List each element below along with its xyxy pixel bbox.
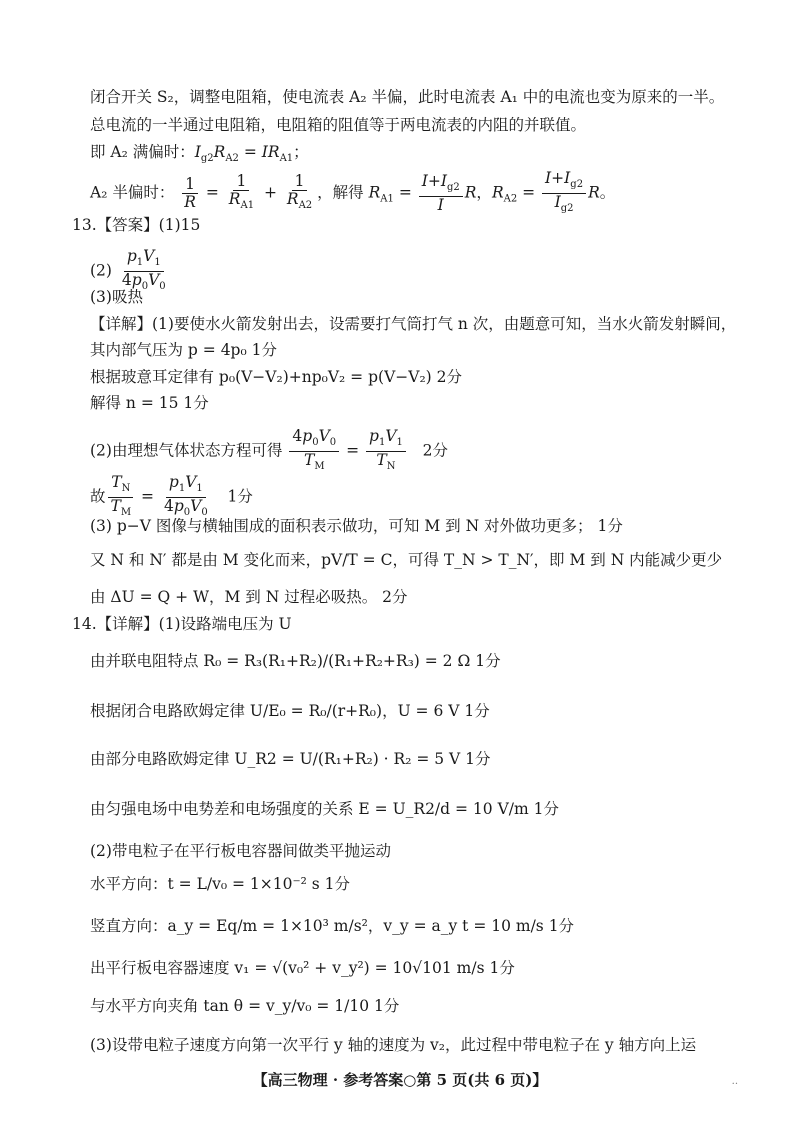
text-line: (3)设带电粒子速度方向第一次平行 y 轴的速度为 v₂，此过程中带电粒子在 y 轴方向上运 bbox=[90, 1036, 697, 1054]
text-line: 又 N 和 N′ 都是由 M 变化而来，pV/T = C，可得 T_N > T_N′，即 M 到 N 内能减少更少 bbox=[90, 551, 723, 569]
question-header: 14.【详解】(1)设路端电压为 U bbox=[72, 615, 292, 633]
text-line: 由部分电路欧姆定律 U_R2 = U/(R₁+R₂) · R₂ = 5 V 1分 bbox=[90, 750, 491, 768]
text-line: (3) p−V 图像与横轴围成的面积表示做功，可知 M 到 N 对外做功更多； 1分 bbox=[90, 517, 623, 535]
text-line: 解得 n = 15 1分 bbox=[90, 394, 209, 412]
label: 13.【答案】 bbox=[72, 216, 159, 234]
text-line: 根据玻意耳定律有 p₀(V−V₂)+np₀V₂ = p(V−V₂) 2分 bbox=[90, 368, 462, 386]
text-line: 根据闭合电路欧姆定律 U/E₀ = R₀/(r+R₀)，U = 6 V 1分 bbox=[90, 702, 490, 720]
formula-line: (2)由理想气体状态方程可得 $\frac{4p_0V_0}{T_M}$ = $\frac{p_1V_1}{T_N}$ 2分 bbox=[90, 427, 449, 473]
answer-line: (2) $\frac{p_1V_1}{4p_0V_0}$ bbox=[90, 247, 166, 293]
label: ，解得 bbox=[317, 183, 364, 202]
text-line: 总电流的一半通过电阻箱，电阻箱的阻值等于两电流表的内阻的并联值。 bbox=[90, 116, 587, 134]
answer: (1)15 bbox=[158, 216, 201, 234]
text-line: 水平方向：t = L/v₀ = 1×10⁻² s 1分 bbox=[90, 875, 351, 893]
label: (2) bbox=[90, 261, 112, 280]
page-footer: 【高三物理 · 参考答案○第 5 页(共 6 页)】 bbox=[252, 1071, 548, 1089]
text-line: 【详解】(1)要使水火箭发射出去，设需要打气筒打气 n 次，由题意可知，当水火箭发射瞬间， bbox=[90, 315, 737, 333]
points: 2分 bbox=[422, 441, 449, 460]
text-line: (2)带电粒子在平行板电容器间做类平抛运动 bbox=[90, 842, 391, 860]
question-header bbox=[72, 214, 200, 236]
text-line: 由匀强电场中电势差和电场强度的关系 E = U_R2/d = 10 V/m 1分 bbox=[90, 800, 559, 818]
text-line: 与水平方向夹角 tan θ = v_y/v₀ = 1/10 1分 bbox=[90, 997, 400, 1015]
formula-line: A₂ 半偏时： $\frac{1}{R}$ = $\frac{1}{R_{A1}}$ + $\frac{1}{R_{A2}}$ ，解得 $R_{A1}$ = $\frac{I+I_{g2}}{I}$ R，$R_{A2}$ = $\frac{I+I_{g2}}{I_{g2}}$ R。 bbox=[90, 169, 616, 215]
text-line: 由 ΔU = Q + W，M 到 N 过程必吸热。 2分 bbox=[90, 588, 408, 606]
text-line: 即 A₂ 满偏时：$I_{g2}R_{A2} = IR_{A1}$； bbox=[90, 143, 309, 165]
text-line: 由并联电阻特点 R₀ = R₃(R₁+R₂)/(R₁+R₂+R₃) = 2 Ω 1分 bbox=[90, 652, 501, 670]
label: 即 A₂ 满偏时： bbox=[90, 143, 195, 161]
label: A₂ 半偏时： bbox=[90, 183, 175, 202]
text-line: 竖直方向：a_y = Eq/m = 1×10³ m/s²，v_y = a_y t = 10 m/s 1分 bbox=[90, 917, 575, 935]
text-line: 出平行板电容器速度 v₁ = √(v₀² + v_y²) = 10√101 m/s 1分 bbox=[90, 959, 515, 977]
formula-line: 故 $\frac{T_N}{T_M}$ = $\frac{p_1V_1}{4p_0V_0}$ 1分 bbox=[90, 473, 253, 519]
text-line: 其内部气压为 p = 4p₀ 1分 bbox=[90, 341, 277, 359]
points: 1分 bbox=[227, 487, 253, 506]
text-line: 闭合开关 S₂，调整电阻箱，使电流表 A₂ 半偏，此时电流表 A₁ 中的电流也变为原来的一半。 bbox=[90, 88, 725, 106]
corner-mark: .. bbox=[731, 1076, 738, 1087]
answer-line: (3)吸热 bbox=[90, 288, 143, 306]
